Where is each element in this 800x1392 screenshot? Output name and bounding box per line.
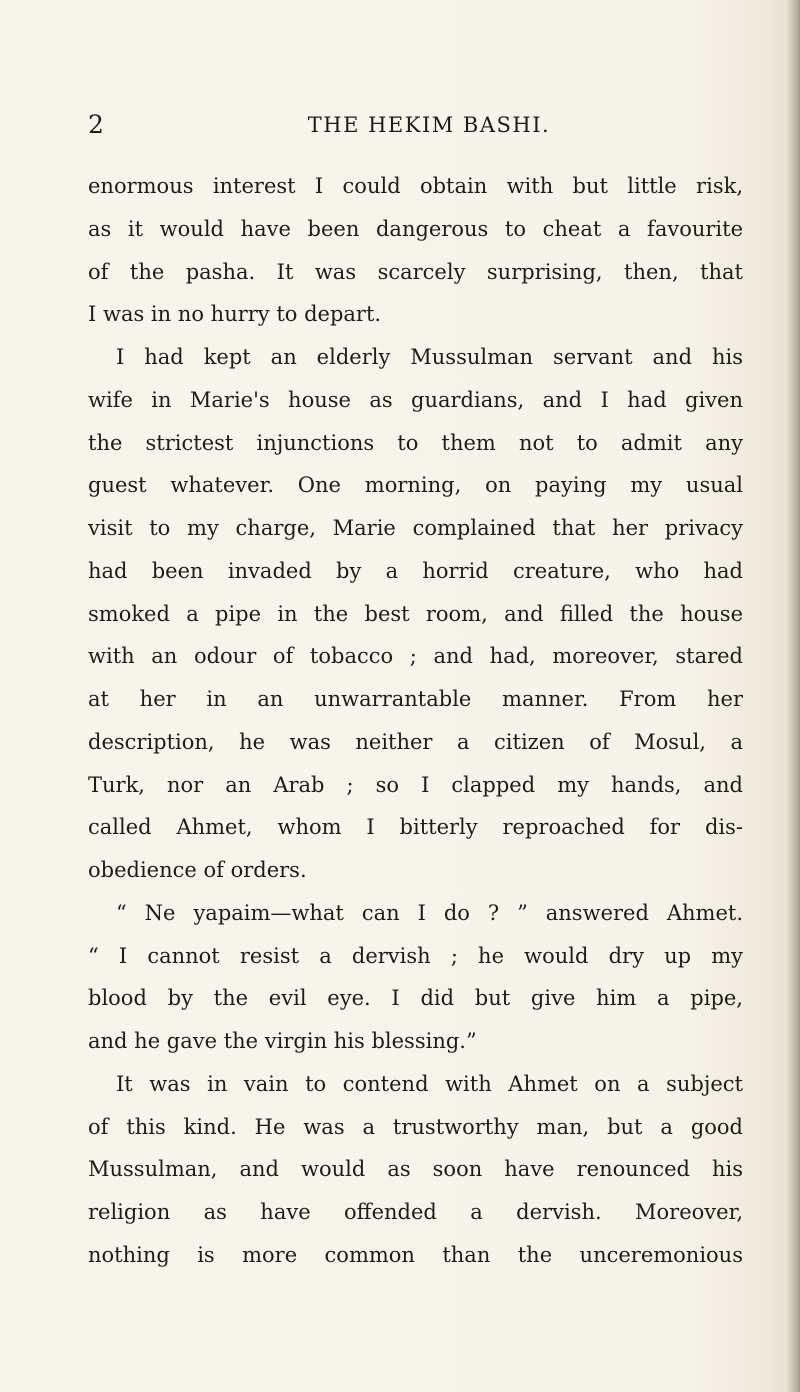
text-line: at her in an unwarrantable manner. From her [88, 687, 743, 711]
text-line: Turk, nor an Arab ; so I clapped my hands, and [88, 772, 743, 797]
paragraph-start-line: I had kept an elderly Mussulman servant and his [116, 345, 743, 369]
page-header [88, 108, 750, 142]
text-line: had been invaded by a horrid creature, who had [88, 558, 743, 583]
text-line: smoked a pipe in the best room, and filled the house [88, 601, 743, 626]
text-line: I was in no hurry to depart. [88, 302, 382, 327]
text-line: description, he was neither a citizen of Mosul, a [88, 729, 743, 754]
body-text [88, 165, 743, 1277]
paragraph-start-line: It was in vain to contend with Ahmet on a subject [116, 1071, 743, 1096]
text-line: “ I cannot resist a dervish ; he would dry up my [88, 943, 743, 968]
text-line: and he gave the virgin his blessing.” [88, 1029, 477, 1053]
text-line: nothing is more common than the unceremonious [88, 1242, 743, 1267]
text-line: obedience of orders. [88, 858, 307, 882]
running-title: THE HEKIM BASHI. [307, 113, 551, 137]
text-line: with an odour of tobacco ; and had, moreover, stared [88, 644, 743, 669]
text-line: blood by the evil eye. I did but give him a pipe, [88, 986, 743, 1011]
text-line: wife in Marie's house as guardians, and I had given [88, 387, 743, 412]
page-edge-shadow [786, 0, 800, 1392]
paragraph-start-line: “ Ne yapaim—what can I do ? ” answered Ahmet. [116, 900, 743, 925]
text-line: visit to my charge, Marie complained that her privacy [88, 516, 743, 540]
text-line: Mussulman, and would as soon have renounced his [88, 1157, 743, 1182]
text-line: religion as have offended a dervish. Moreover, [88, 1200, 743, 1224]
text-line: as it would have been dangerous to cheat a favourite [88, 216, 743, 241]
page-number: 2 [88, 110, 105, 139]
text-line: of the pasha. It was scarcely surprising, then, that [88, 259, 743, 284]
text-line: of this kind. He was a trustworthy man, but a good [88, 1114, 743, 1139]
text-line: enormous interest I could obtain with but little risk, [88, 174, 743, 198]
text-line: the strictest injunctions to them not to admit any [88, 430, 743, 455]
text-line: called Ahmet, whom I bitterly reproached for dis- [88, 815, 743, 840]
text-line: guest whatever. One morning, on paying my usual [88, 473, 743, 498]
